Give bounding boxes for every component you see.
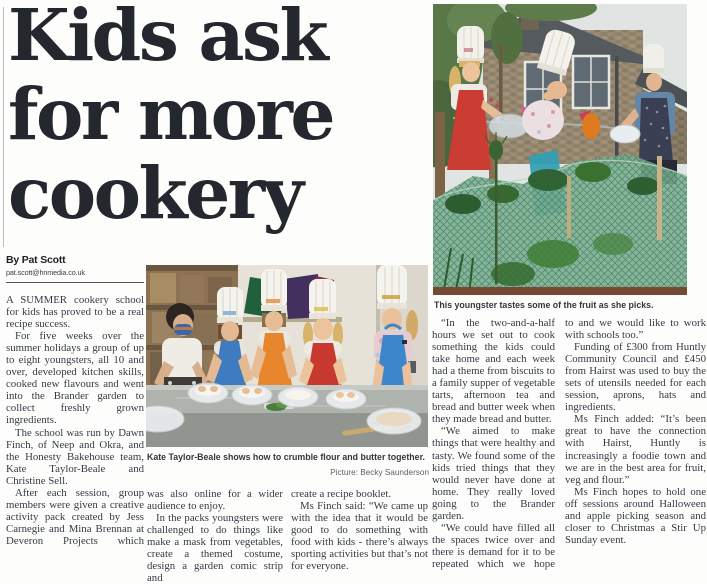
- headline-line: cookery: [8, 151, 302, 235]
- article-column-c4: [432, 317, 555, 584]
- article-column-c3: [291, 488, 428, 584]
- garden-photo-caption: This youngster tastes some of the fruit as she picks.: [434, 300, 654, 310]
- paragraph: “In the two-and-a-half hours we set out to cook something the kids could take home and each week had a theme from biscuits to a family supper of vegetable tarts, afternoon tea and bread and butter week when they made bread and butter.: [432, 317, 555, 426]
- paragraph: Ms Finch said: “We came up with the idea that it would be good to do something with food with kids - there’s always sporting activities but that’s not for everyone.: [291, 500, 428, 573]
- article-column-c1: [6, 294, 144, 584]
- kitchen-caption-text: Kate Taylor-Beale shows how to crumble flour and butter together.: [147, 452, 425, 462]
- kitchen-photo: [146, 265, 428, 447]
- garden-photo: [433, 4, 687, 295]
- article-column-c2: [147, 488, 283, 584]
- paragraph: After each session, group members were given a creative activity pack created by Jess Carnegie and Mina Brennan at Deveron Projects which: [6, 486, 144, 547]
- byline-rule: [6, 282, 144, 283]
- paragraph: “We aimed to make things that were healthy and tasty. We found some of the kids tried things that they would never have done at home. They really loved going to the Brander garden.: [432, 425, 555, 522]
- paragraph: was also online for a wider audience to enjoy.: [147, 488, 283, 513]
- left-edge-rule: [3, 7, 4, 247]
- paragraph: The school was run by Dawn Finch, of Neep and Okra, and the Honesty Bakehouse team, Kate Taylor-Beale and Christine Sell.: [6, 426, 144, 487]
- headline-line: Kids ask: [8, 0, 327, 77]
- paragraph: create a recipe booklet.: [291, 488, 392, 500]
- kitchen-photo-illustration: [146, 265, 428, 447]
- paragraph: In the packs youngsters were challenged to do things like make a mask from vegetables, create a themed costume, design a garden comic strip and: [147, 512, 283, 584]
- paragraph: Ms Finch hopes to hold one off sessions around Halloween and apple picking season and closer to Christmas a Stir Up Sunday event.: [565, 485, 706, 546]
- paragraph: to and we would like to work with schools too.”: [565, 317, 706, 342]
- byline-author: By Pat Scott: [6, 254, 66, 266]
- headline: [8, 0, 438, 233]
- paragraph: “We could have filled all the spaces twice over and there is demand for it to be repeated which we hope: [432, 521, 555, 570]
- paragraph: A SUMMER cookery school for kids has proved to be a real recipe success.: [6, 294, 144, 331]
- article-column-c5: [565, 317, 706, 584]
- paragraph: Funding of £300 from Huntly Community Council and £450 from Hairst was used to buy the sets of utensils needed for each session, aprons, hats and ingredients.: [565, 341, 706, 414]
- byline-email: pat.scott@hnmedia.co.uk: [6, 268, 85, 277]
- paragraph: For five weeks over the summer holidays a group of up to eight youngsters, all 10 and over, developed kitchen skills, cooked new flavours and went into the Brander garden to collect freshly grown ingredients.: [6, 330, 144, 427]
- garden-photo-illustration: [433, 4, 687, 295]
- kitchen-photo-caption: [147, 451, 429, 479]
- headline-line: for more: [8, 72, 334, 156]
- paragraph: Ms Finch added: “It’s been great to have the connection with Hairst, Huntly is increasingly a foodie town and we are in the best area for fruit, veg and flour.”: [565, 413, 706, 486]
- photo-credit: Picture: Becky Saunderson: [330, 467, 429, 477]
